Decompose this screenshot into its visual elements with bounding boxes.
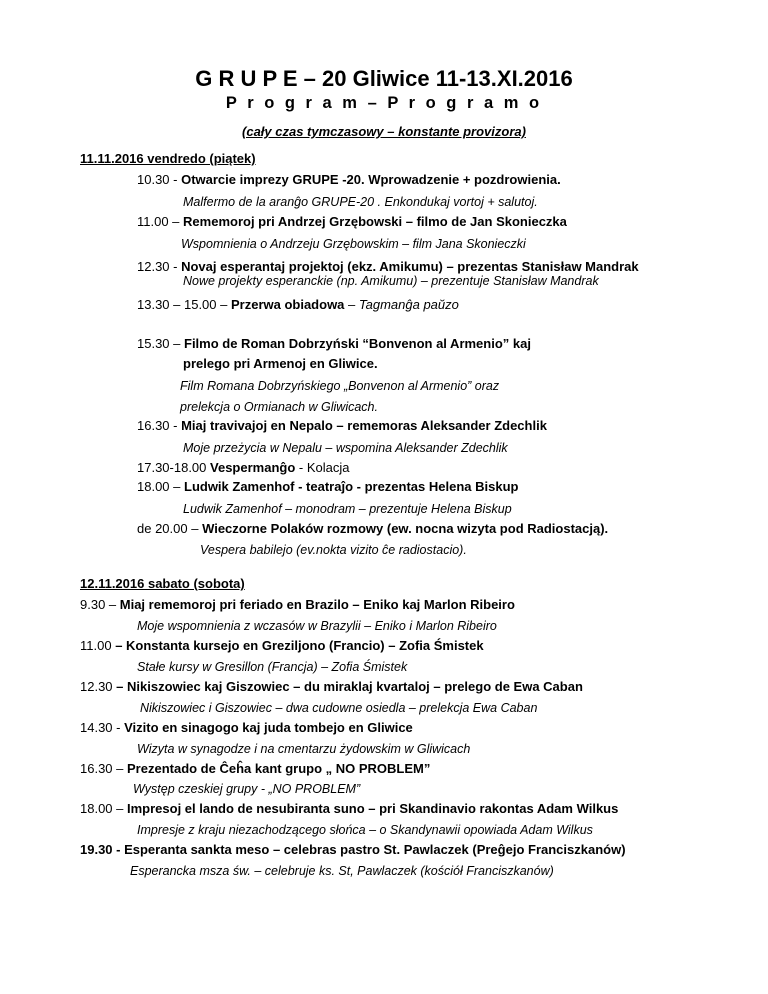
event-title: Vespermanĝo <box>210 460 296 475</box>
day2-event2-translation: Stałe kursy w Gresillon (Francja) – Zofia Śmistek <box>137 660 408 674</box>
day2-event1-translation: Moje wspomnienia z wczasów w Brazylii – Eniko i Marlon Ribeiro <box>137 619 497 633</box>
event-title: Filmo de Roman Dobrzyński “Bonvenon al Armenio” kaj <box>184 336 531 351</box>
event-time: de 20.00 – <box>137 521 203 536</box>
event-title: Impresoj el lando de nesubiranta suno – pri Skandinavio rakontas Adam Wilkus <box>127 801 619 816</box>
day1-event5-translation: Film Romana Dobrzyńskiego „Bonvenon al Armenio” oraz <box>180 379 500 393</box>
event-title: Otwarcie imprezy GRUPE -20. Wprowadzenie + pozdrowienia. <box>181 172 561 187</box>
event-time: 14.30 - <box>80 720 125 735</box>
day1-event1-translation: Malfermo de la aranĝo GRUPE-20 . Enkondukaj vortoj + salutoj. <box>183 195 538 209</box>
day2-event4-translation: Wizyta w synagodze i na cmentarzu żydowskim w Gliwicach <box>137 742 471 756</box>
event-separator: – <box>344 297 359 312</box>
event-time: 15.30 – <box>137 336 184 351</box>
event-time: 19.30 - <box>80 842 125 857</box>
day1-event3 <box>137 259 639 274</box>
event-title: Wieczorne Polaków rozmowy (ew. nocna wizyta pod Radiostacją). <box>202 521 609 536</box>
event-time: 11.00 – <box>137 214 184 229</box>
day1-event2-translation: Wspomnienia o Andrzeju Grzębowskim – film Jana Skonieczki <box>181 237 526 251</box>
day1-event2 <box>137 214 567 229</box>
event-time: 16.30 – <box>80 761 127 776</box>
day1-event5-translation-line2: prelekcja o Ormianach w Gliwicach. <box>180 400 378 414</box>
day1-event5-title-line2: prelego pri Armenoj en Gliwice. <box>183 356 378 371</box>
day1-event9 <box>137 521 608 536</box>
day1-event5 <box>137 336 531 351</box>
day2-event1 <box>80 597 515 612</box>
event-title: Miaj travivajoj en Nepalo – rememoras Aleksander Zdechlik <box>181 418 547 433</box>
day2-event7 <box>80 842 626 857</box>
event-translation: Tagmanĝa paŭzo <box>358 297 459 312</box>
day2-event3-translation: Nikiszowiec i Giszowiec – dwa cudowne osiedla – prelekcja Ewa Caban <box>140 701 538 715</box>
event-time: 16.30 - <box>137 418 182 433</box>
event-time: 18.00 – <box>80 801 127 816</box>
day1-event6 <box>137 418 547 433</box>
day1-heading: 11.11.2016 vendredo (piątek) <box>80 151 256 166</box>
event-time: 10.30 - <box>137 172 182 187</box>
day1-event1 <box>137 172 561 187</box>
event-time: 13.30 – 15.00 – <box>137 297 231 312</box>
day2-event7-translation: Esperancka msza św. – celebruje ks. St, Pawlaczek (kościół Franciszkanów) <box>130 864 554 878</box>
event-translation: - Kolacja <box>295 460 350 475</box>
day2-event3 <box>80 679 583 694</box>
event-title: Miaj rememoroj pri feriado en Brazilo – Eniko kaj Marlon Ribeiro <box>119 597 515 612</box>
day1-event9-translation: Vespera babilejo (ev.nokta vizito ĉe radiostacio). <box>200 543 467 557</box>
day1-event4 <box>137 297 459 312</box>
event-time: 17.30-18.00 <box>137 460 211 475</box>
event-time: 9.30 – <box>80 597 120 612</box>
event-time: 18.00 – <box>137 479 184 494</box>
event-title: Rememoroj pri Andrzej Grzębowski – filmo de Jan Skonieczka <box>183 214 567 229</box>
event-time: 12.30 - <box>137 259 182 274</box>
event-title: – Konstanta kursejo en Greziljono (Francio) – Zofia Śmistek <box>115 638 484 653</box>
page-subtitle: P r o g r a m – P r o g r a m o <box>225 94 543 112</box>
page-title: G R U P E – 20 Gliwice 11-13.XI.2016 <box>195 66 573 91</box>
event-title: Esperanta sankta meso – celebras pastro St. Pawlaczek (Preĝejo Franciszkanów) <box>124 842 626 857</box>
event-title: Prezentado de Ĉeĥa kant grupo „ NO PROBLEM” <box>127 761 431 776</box>
day2-heading: 12.11.2016 sabato (sobota) <box>80 576 245 591</box>
event-time: 12.30 <box>80 679 117 694</box>
day2-event5-translation: Występ czeskiej grupy - „NO PROBLEM” <box>133 782 361 796</box>
event-title: Ludwik Zamenhof - teatraĵo - prezentas Helena Biskup <box>184 479 519 494</box>
provisional-note: (cały czas tymczasowy – konstante provizora) <box>242 124 526 139</box>
day1-event8 <box>137 479 518 494</box>
day2-event5 <box>80 761 430 776</box>
day2-event6 <box>80 801 618 816</box>
event-time: 11.00 <box>80 638 116 653</box>
day1-event7 <box>137 460 349 475</box>
day1-event6-translation: Moje przeżycia w Nepalu – wspomina Aleksander Zdechlik <box>183 441 508 455</box>
event-title: Vizito en sinagogo kaj juda tombejo en Gliwice <box>124 720 413 735</box>
event-title: Przerwa obiadowa <box>230 297 345 312</box>
event-title: – Nikiszowiec kaj Giszowiec – du miraklaj kvartaloj – prelego de Ewa Caban <box>116 679 583 694</box>
day2-event2 <box>80 638 484 653</box>
day2-event6-translation: Impresje z kraju niezachodzącego słońca – o Skandynawii opowiada Adam Wilkus <box>137 823 593 837</box>
day2-event4 <box>80 720 413 735</box>
day1-event8-translation: Ludwik Zamenhof – monodram – prezentuje Helena Biskup <box>183 502 512 516</box>
event-title: Novaj esperantaj projektoj (ekz. Amikumu) – prezentas Stanisław Mandrak <box>181 259 639 274</box>
day1-event3-translation: Nowe projekty esperanckie (np. Amikumu) – prezentuje Stanisław Mandrak <box>183 274 599 288</box>
